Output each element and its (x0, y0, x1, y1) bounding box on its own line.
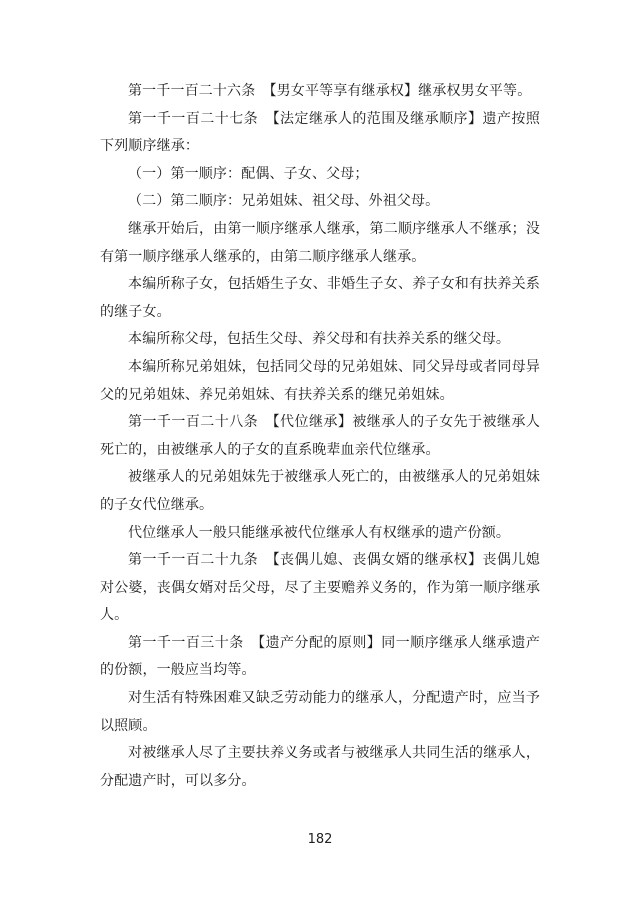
paragraph-succession-start: 继承开始后，由第一顺序继承人继承，第二顺序继承人不继承；没有第一顺序继承人继承的，由第二顺序继承人继承。 (100, 220, 540, 265)
paragraph-second-order: （二）第二顺序：兄弟姐妹、祖父母、外祖父母。 (128, 193, 440, 210)
paragraph-first-order: （一）第一顺序：配偶、子女、父母； (128, 165, 369, 182)
paragraph-article-1129: 第一千一百二十九条 【丧偶儿媳、丧偶女婿的继承权】丧偶儿媳对公婆，丧偶女婿对岳父母，尽了主要赡养义务的，作为第一顺序继承人。 (100, 552, 540, 624)
paragraph-parents-definition: 本编所称父母，包括生父母、养父母和有扶养关系的继父母。 (128, 331, 511, 348)
paragraph-representation-share: 代位继承人一般只能继承被代位继承人有权继承的遗产份额。 (128, 524, 511, 541)
paragraph-support-duty: 对被继承人尽了主要扶养义务或者与被继承人共同生活的继承人，分配遗产时，可以多分。 (100, 745, 540, 789)
paragraph-children-definition: 本编所称子女，包括婚生子女、非婚生子女、养子女和有扶养关系的继子女。 (100, 276, 540, 320)
paragraph-sibling-representation: 被继承人的兄弟姐妹先于被继承人死亡的，由被继承人的兄弟姐妹的子女代位继承。 (100, 469, 540, 513)
document-body (100, 78, 540, 795)
paragraph-siblings-definition: 本编所称兄弟姐妹，包括同父母的兄弟姐妹、同父异母或者同母异父的兄弟姐妹、养兄弟姐妹、有扶养关系的继兄弟姐妹。 (100, 358, 540, 403)
paragraph-special-hardship: 对生活有特殊困难又缺乏劳动能力的继承人，分配遗产时，应当予以照顾。 (100, 690, 540, 734)
paragraph-article-1126: 第一千一百二十六条 【男女平等享有继承权】继承权男女平等。 (128, 83, 532, 99)
paragraph-article-1130: 第一千一百三十条 【遗产分配的原则】同一顺序继承人继承遗产的份额，一般应当均等。 (100, 634, 540, 679)
paragraph-article-1127: 第一千一百二十七条 【法定继承人的范围及继承顺序】遗产按照下列顺序继承： (100, 110, 540, 155)
paragraph-article-1128: 第一千一百二十八条 【代位继承】被继承人的子女先于被继承人死亡的，由被继承人的子女的直系晚辈血亲代位继承。 (100, 414, 540, 458)
page-number: 182 (307, 832, 333, 847)
